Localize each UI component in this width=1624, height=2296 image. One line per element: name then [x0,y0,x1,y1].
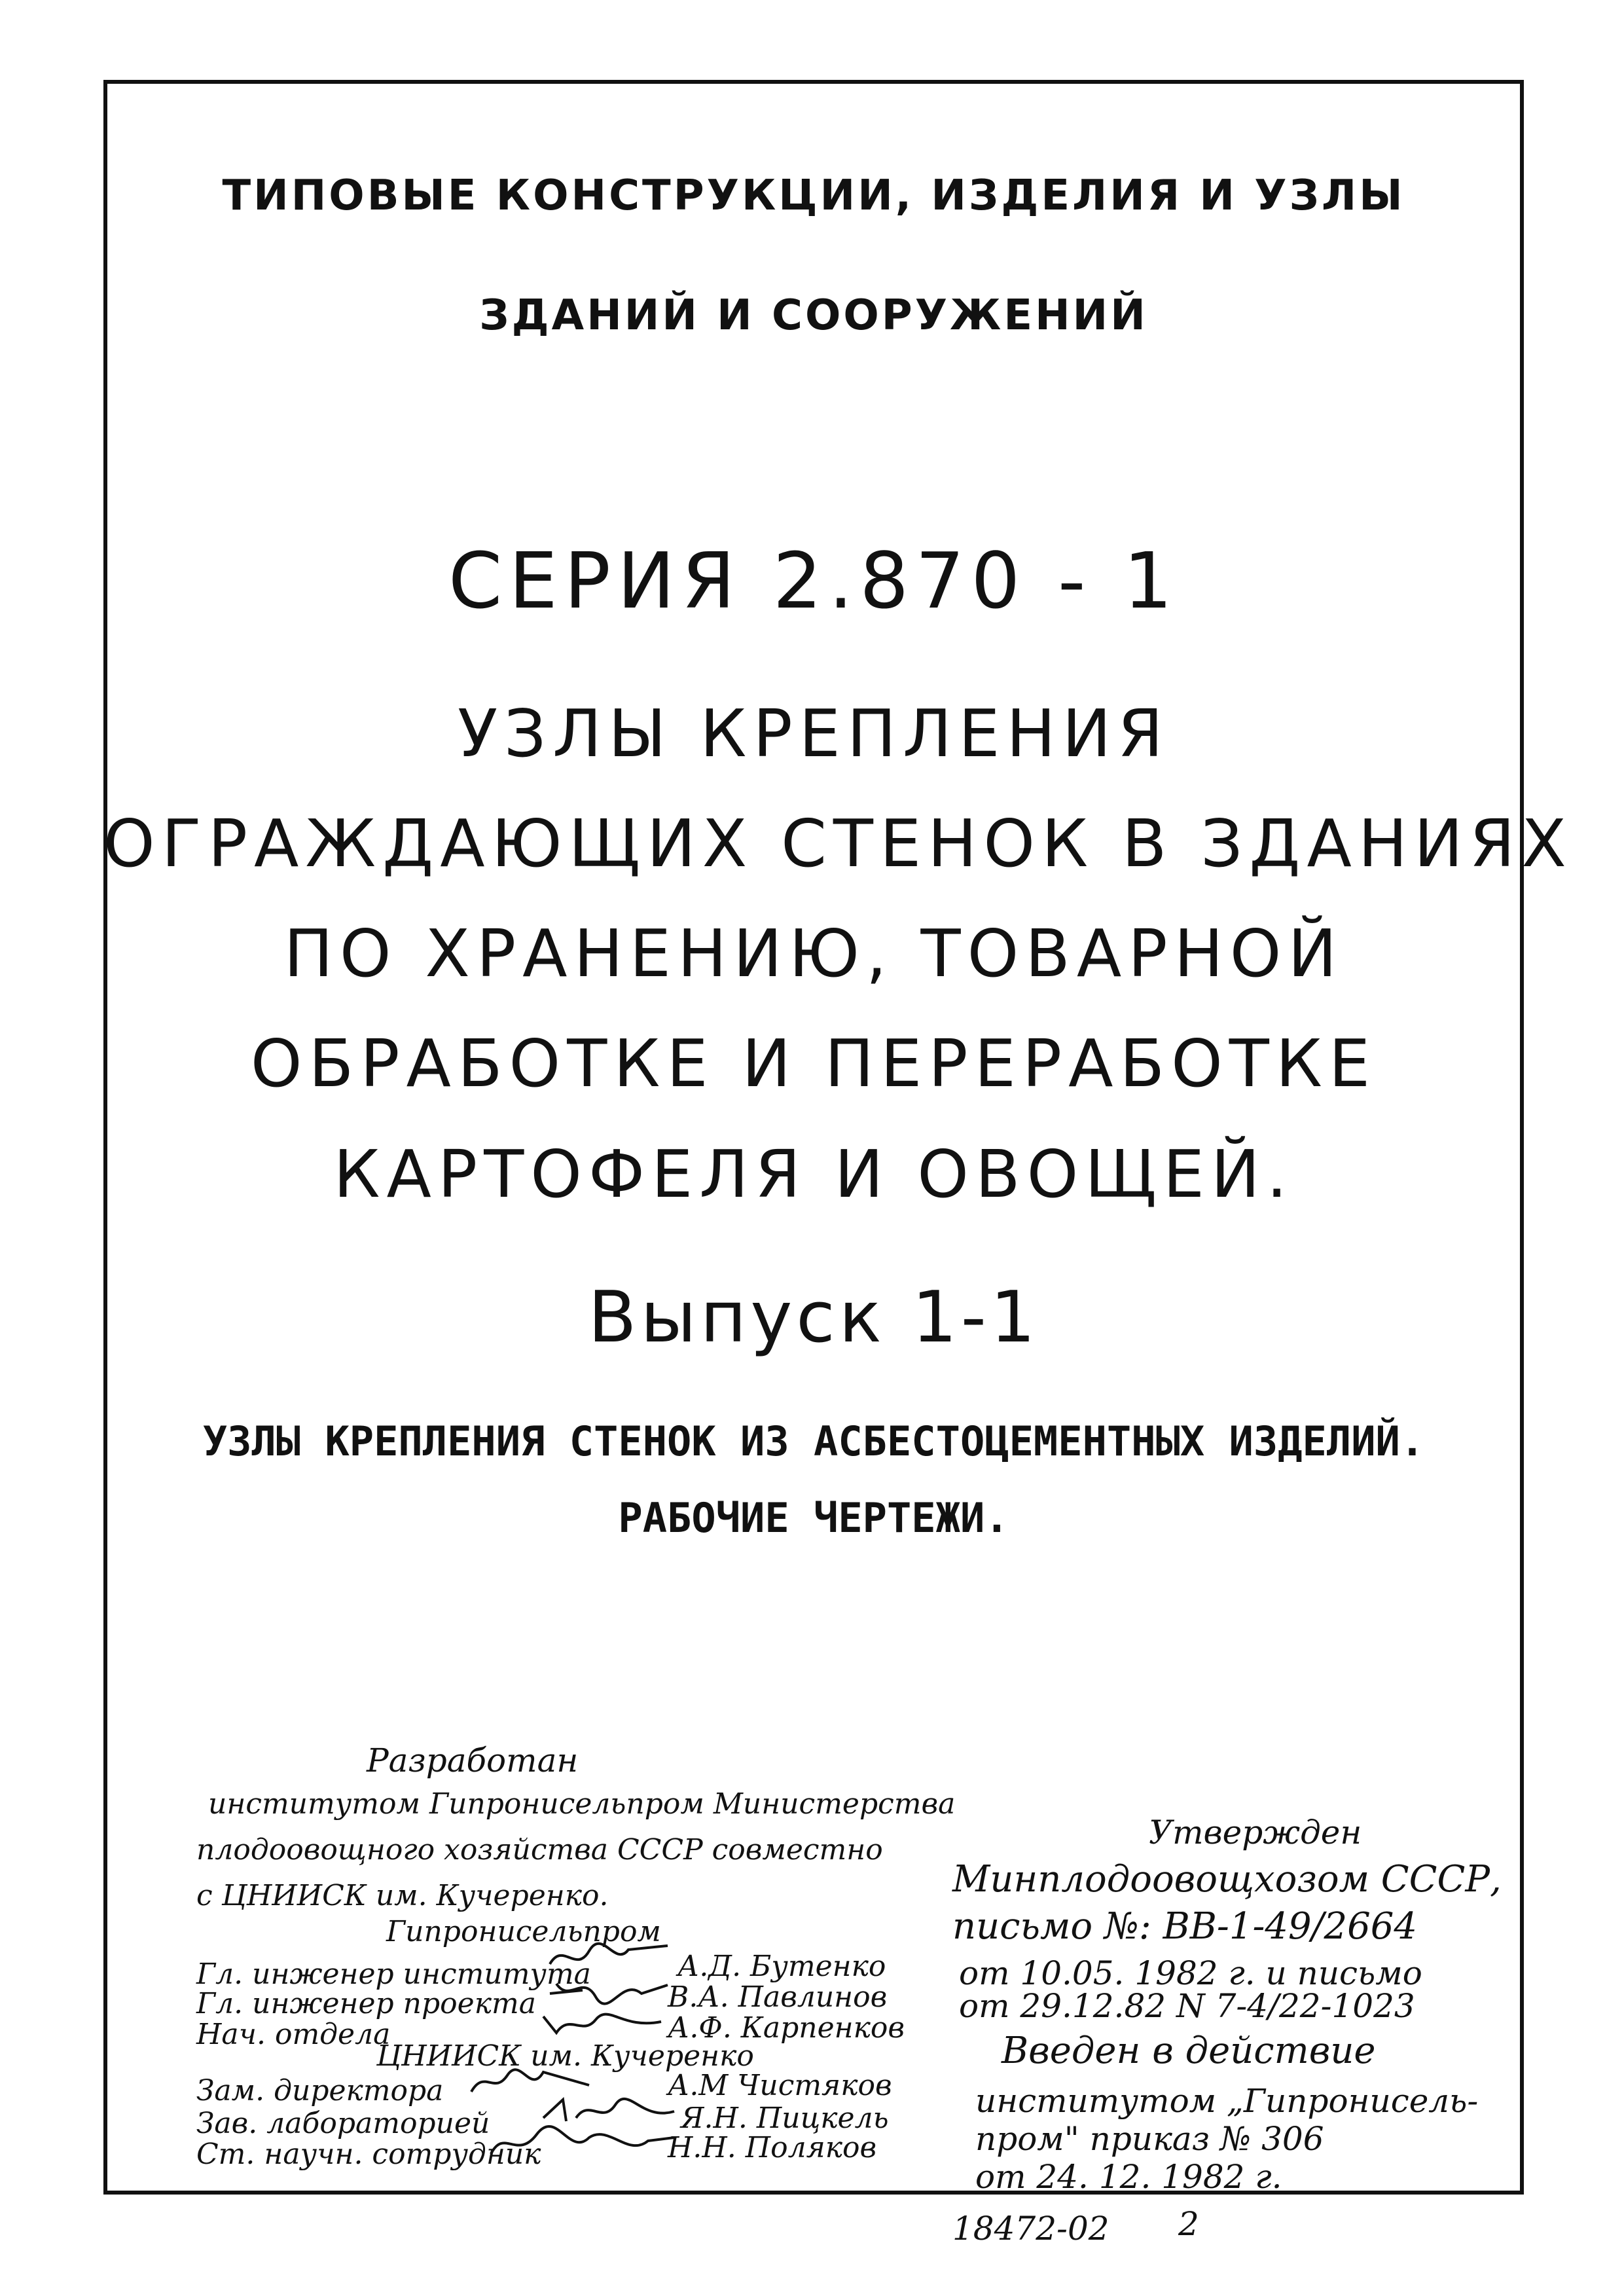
staff-role-5: Зав. лабораторией [196,2107,490,2140]
staff-name-4: А.М Чистяков [668,2069,892,2102]
signature-3 [537,2003,668,2043]
staff-role-3: Нач. отдела [196,2018,391,2051]
title-line-1: УЗЛЫ КРЕПЛЕНИЯ [458,695,1170,772]
subtitle-line-1: УЗЛЫ КРЕПЛЕНИЯ СТЕНОК ИЗ АСБЕСТОЦЕМЕНТНЫХ ИЗДЕЛИЙ. [202,1417,1425,1465]
enacted-heading: Введен в действие [1001,2030,1376,2072]
staff-role-2: Гл. инженер проекта [196,1987,536,2020]
title-line-2: ОГРАЖДАЮЩИХ СТЕНОК В ЗДАНИЯХ [103,805,1573,882]
developed-line-2: плодоовощного хозяйства СССР совместно [196,1833,883,1867]
staff-role-6: Ст. научн. сотрудник [196,2138,541,2171]
approved-line-3: от 10.05. 1982 г. и письмо [959,1954,1422,1992]
staff-name-6: Н.Н. Поляков [668,2131,877,2164]
org-giproniselprom: Гипронисельпром [386,1915,661,1948]
signature-6 [484,2121,681,2167]
developed-heading: Разработан [367,1741,579,1779]
staff-role-1: Гл. инженер института [196,1958,591,1991]
subtitle-line-2: РАБОЧИЕ ЧЕРТЕЖИ. [618,1494,1009,1542]
staff-name-1: А.Д. Бутенко [677,1950,886,1983]
developed-line-3: с ЦНИИСК им. Кучеренко. [196,1879,609,1912]
title-line-4: ОБРАБОТКЕ И ПЕРЕРАБОТКЕ [250,1025,1377,1102]
header-line-2: ЗДАНИЙ И СООРУЖЕНИЙ [479,291,1148,340]
title-line-3: ПО ХРАНЕНИЮ, ТОВАРНОЙ [283,915,1344,992]
approved-line-2: письмо №: ВВ-1-49/2664 [952,1905,1418,1948]
approved-line-1: Минплодоовощхозом СССР, [952,1858,1502,1901]
staff-name-2: В.А. Павлинов [668,1980,888,2014]
approved-heading: Утвержден [1149,1813,1362,1851]
staff-role-4: Зам. директора [196,2074,444,2107]
enacted-line-3: от 24. 12. 1982 г. [975,2158,1282,2196]
enacted-line-2: пром" приказ № 306 [975,2120,1324,2158]
staff-name-3: А.Ф. Карпенков [668,2011,905,2045]
document-code: 18472-02 [952,2210,1110,2248]
issue-number: Выпуск 1-1 [588,1277,1039,1358]
page-number: 2 [1178,2205,1199,2243]
developed-line-1: институтом Гипронисельпром Министерства [208,1787,956,1821]
staff-name-5: Я.Н. Пицкель [681,2102,889,2135]
header-line-1: ТИПОВЫЕ КОНСТРУКЦИИ, ИЗДЕЛИЯ И УЗЛЫ [222,172,1405,220]
org-tsniisk: ЦНИИСК им. Кучеренко [376,2039,754,2073]
enacted-line-1: институтом „Гипронисель- [975,2082,1479,2120]
series-number: СЕРИЯ 2.870 - 1 [448,536,1180,626]
approved-line-4: от 29.12.82 N 7-4/22-1023 [959,1987,1415,2025]
title-line-5: КАРТОФЕЛЯ И ОВОЩЕЙ. [333,1136,1294,1212]
